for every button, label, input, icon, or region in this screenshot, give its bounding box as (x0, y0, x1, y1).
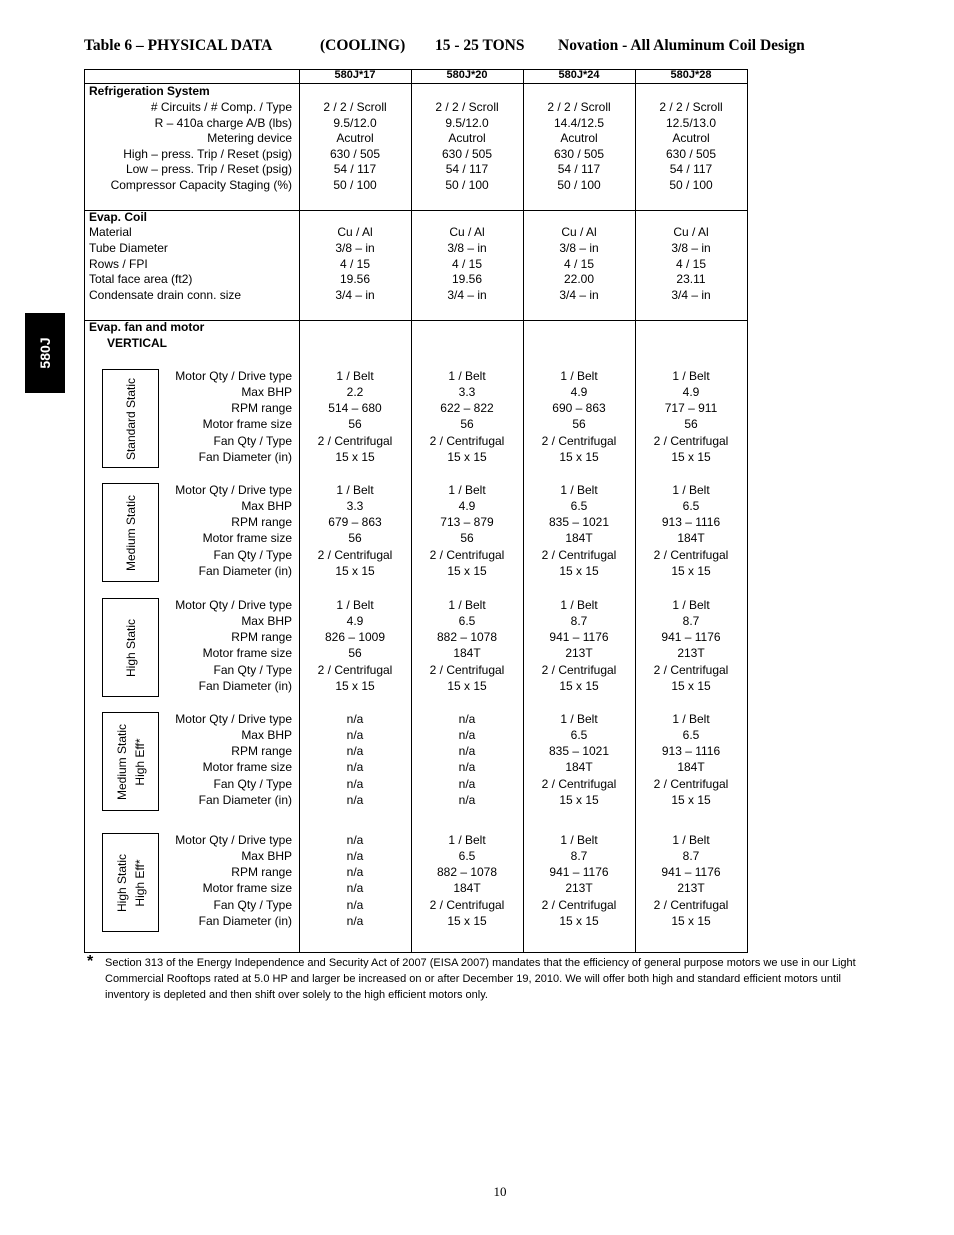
table-cell: 1 / Belt (448, 369, 486, 383)
row-label: Total face area (ft2) (89, 272, 193, 286)
row-label: Low – press. Trip / Reset (psig) (125, 162, 292, 176)
table-cell: 15 x 15 (671, 564, 711, 578)
table-cell: 3/4 – in (335, 288, 375, 302)
row-label: Condensate drain conn. size (89, 288, 242, 302)
row-label: Motor Qty / Drive type (175, 598, 292, 612)
footnote-marker: * (87, 953, 94, 970)
table-cell: 184T (453, 881, 481, 895)
table-cell: 4.9 (682, 385, 700, 399)
table-cell: 941 – 1176 (549, 865, 609, 879)
row-label: RPM range (231, 630, 292, 644)
row-label: Fan Diameter (in) (198, 793, 292, 807)
table-cell: 2 / 2 / Scroll (435, 100, 499, 114)
table-cell: Cu / Al (673, 225, 709, 239)
table-cell: 1 / Belt (560, 369, 598, 383)
row-label: Motor Qty / Drive type (175, 483, 292, 497)
table-cell: 184T (453, 646, 481, 660)
table-cell: 15 x 15 (447, 450, 487, 464)
table-title-design: Novation - All Aluminum Coil Design (558, 37, 805, 54)
table-cell: 1 / Belt (560, 712, 598, 726)
table-cell: 14.4/12.5 (553, 116, 605, 130)
table-cell: 1 / Belt (672, 833, 710, 847)
fan-group-side-line: Standard Static (123, 377, 138, 460)
table-cell: 15 x 15 (559, 679, 599, 693)
table-cell: n/a (346, 777, 364, 791)
table-cell: 514 – 680 (328, 401, 382, 415)
table-cell: n/a (346, 760, 364, 774)
row-label: Max BHP (241, 385, 292, 399)
row-label: Max BHP (241, 728, 292, 742)
table-cell: 3/8 – in (447, 241, 487, 255)
table-title-name: Table 6 – PHYSICAL DATA (84, 37, 273, 54)
table-cell: 50 / 100 (557, 178, 601, 192)
table-cell: 941 – 1176 (661, 630, 721, 644)
table-cell: 50 / 100 (669, 178, 713, 192)
table-cell: 1 / Belt (672, 369, 710, 383)
table-cell: 713 – 879 (440, 515, 494, 529)
table-cell: 2 / Centrifugal (317, 663, 393, 677)
table-cell: Acutrol (336, 131, 374, 145)
table-cell: Acutrol (672, 131, 710, 145)
page-number: 10 (493, 1184, 507, 1199)
table-cell: 213T (565, 881, 593, 895)
table-cell: 4 / 15 (339, 257, 371, 271)
row-label: Material (89, 225, 132, 239)
fan-group-side-label (102, 369, 159, 468)
table-cell: 1 / Belt (448, 598, 486, 612)
row-label: Motor frame size (202, 760, 292, 774)
section-subheading-vertical: VERTICAL (107, 336, 167, 350)
table-cell: 3/4 – in (447, 288, 487, 302)
table-cell: 1 / Belt (336, 598, 374, 612)
table-cell: 3/8 – in (335, 241, 375, 255)
fan-group-side-label (102, 712, 159, 811)
table-cell: 1 / Belt (336, 483, 374, 497)
table-cell: 2 / Centrifugal (429, 548, 505, 562)
table-cell: 9.5/12.0 (445, 116, 489, 130)
model-side-tab-label: 580J (37, 337, 53, 369)
row-label: Rows / FPI (89, 257, 148, 271)
table-cell: 630 / 505 (441, 147, 493, 161)
section-heading-evap-coil: Evap. Coil (89, 210, 148, 224)
table-cell: 6.5 (570, 728, 588, 742)
fan-group-side-text (113, 853, 149, 911)
table-cell: 1 / Belt (448, 833, 486, 847)
table-cell: 1 / Belt (560, 833, 598, 847)
row-label: High – press. Trip / Reset (psig) (123, 147, 292, 161)
table-cell: 54 / 117 (557, 162, 601, 176)
table-cell: 54 / 117 (445, 162, 489, 176)
table-cell: 3/8 – in (559, 241, 599, 255)
row-label: Motor frame size (202, 646, 292, 660)
table-cell: 15 x 15 (671, 914, 711, 928)
table-cell: 15 x 15 (559, 914, 599, 928)
row-label: RPM range (231, 515, 292, 529)
table-cell: 213T (677, 646, 705, 660)
fan-group-side-text (113, 723, 149, 799)
fan-group-side-line: High Static (114, 853, 129, 912)
table-cell: n/a (458, 712, 476, 726)
table-cell: 882 – 1078 (436, 865, 498, 879)
table-cell: 4.9 (346, 614, 364, 628)
table-cell: 15 x 15 (447, 564, 487, 578)
table-cell: 1 / Belt (672, 483, 710, 497)
fan-group-side-label (102, 483, 159, 582)
table-cell: 1 / Belt (560, 598, 598, 612)
table-cell: n/a (346, 865, 364, 879)
table-cell: 15 x 15 (335, 679, 375, 693)
fan-group-side-text (122, 494, 140, 570)
row-label: Motor Qty / Drive type (175, 369, 292, 383)
table-cell: n/a (346, 793, 364, 807)
table-cell: Acutrol (448, 131, 486, 145)
table-cell: 6.5 (682, 499, 700, 513)
table-cell: 2 / Centrifugal (653, 898, 729, 912)
table-cell: 941 – 1176 (549, 630, 609, 644)
table-cell: n/a (458, 744, 476, 758)
table-cell: 941 – 1176 (661, 865, 721, 879)
row-label: Fan Diameter (in) (198, 450, 292, 464)
table-cell: 2 / Centrifugal (429, 898, 505, 912)
table-cell: 4 / 15 (563, 257, 595, 271)
table-cell: n/a (346, 833, 364, 847)
fan-group-side-line: High Eff* (132, 858, 147, 907)
table-cell: 19.56 (339, 272, 371, 286)
row-label: Motor frame size (202, 531, 292, 545)
table-cell: 9.5/12.0 (333, 116, 377, 130)
table-cell: 2 / Centrifugal (429, 434, 505, 448)
fan-group-side-line: Medium Static (114, 723, 129, 800)
table-cell: 2 / Centrifugal (653, 777, 729, 791)
table-cell: n/a (346, 914, 364, 928)
table-cell: 50 / 100 (333, 178, 377, 192)
table-cell: 1 / Belt (560, 483, 598, 497)
fan-group-side-line: High Eff* (132, 737, 147, 786)
table-cell: 56 (348, 531, 362, 545)
row-label: Motor Qty / Drive type (175, 833, 292, 847)
table-cell: 690 – 863 (552, 401, 606, 415)
table-cell: 56 (572, 417, 586, 431)
table-cell: 622 – 822 (440, 401, 494, 415)
table-cell: 1 / Belt (336, 369, 374, 383)
table-cell: 2 / 2 / Scroll (323, 100, 387, 114)
table-cell: 835 – 1021 (548, 515, 610, 529)
table-cell: 8.7 (682, 614, 700, 628)
table-cell: 630 / 505 (329, 147, 381, 161)
table-cell: Cu / Al (561, 225, 597, 239)
table-cell: 213T (565, 646, 593, 660)
table-cell: 679 – 863 (328, 515, 382, 529)
table-cell: n/a (346, 728, 364, 742)
table-cell: 2 / Centrifugal (317, 434, 393, 448)
row-label: Fan Qty / Type (213, 548, 292, 562)
table-cell: 826 – 1009 (324, 630, 386, 644)
table-cell: 184T (677, 760, 705, 774)
table-cell: 1 / Belt (448, 483, 486, 497)
row-label: R – 410a charge A/B (lbs) (154, 116, 292, 130)
table-cell: n/a (346, 712, 364, 726)
section-heading-refrigeration: Refrigeration System (89, 84, 210, 98)
fan-group-side-text (122, 618, 140, 676)
table-cell: 8.7 (570, 614, 588, 628)
table-cell: 2 / 2 / Scroll (659, 100, 723, 114)
table-cell: 54 / 117 (333, 162, 377, 176)
table-cell: n/a (458, 793, 476, 807)
row-label: Motor frame size (202, 417, 292, 431)
table-cell: 56 (460, 531, 474, 545)
column-header-580j28: 580J*28 (670, 69, 712, 81)
row-label: Tube Diameter (89, 241, 168, 255)
fan-group-side-line: Medium Static (123, 494, 138, 571)
table-cell: 15 x 15 (335, 450, 375, 464)
table-cell: 19.56 (451, 272, 483, 286)
table-cell: 4 / 15 (451, 257, 483, 271)
table-cell: 913 – 1116 (661, 515, 721, 529)
table-cell: 2.2 (346, 385, 364, 399)
table-cell: n/a (346, 744, 364, 758)
fan-group-side-text (122, 377, 140, 459)
table-cell: 1 / Belt (672, 712, 710, 726)
table-cell: 882 – 1078 (436, 630, 498, 644)
table-cell: 184T (565, 760, 593, 774)
table-cell: 3.3 (346, 499, 364, 513)
column-header-580j24: 580J*24 (558, 69, 600, 81)
row-label: Fan Diameter (in) (198, 564, 292, 578)
table-cell: 2 / 2 / Scroll (547, 100, 611, 114)
table-cell: 15 x 15 (671, 793, 711, 807)
row-label: Fan Diameter (in) (198, 679, 292, 693)
row-label: Metering device (207, 131, 292, 145)
row-label: Motor frame size (202, 881, 292, 895)
table-cell: 56 (460, 417, 474, 431)
table-cell: 4.9 (458, 499, 476, 513)
table-cell: 15 x 15 (671, 679, 711, 693)
table-cell: 2 / Centrifugal (317, 548, 393, 562)
table-cell: 23.11 (676, 272, 706, 286)
table-cell: 835 – 1021 (548, 744, 610, 758)
table-cell: 2 / Centrifugal (541, 434, 617, 448)
table-cell: 56 (684, 417, 698, 431)
row-label: # Circuits / # Comp. / Type (150, 100, 292, 114)
row-label: Fan Diameter (in) (198, 914, 292, 928)
row-label: Fan Qty / Type (213, 663, 292, 677)
table-title-mode: (COOLING) (320, 37, 406, 54)
table-cell: n/a (346, 881, 364, 895)
table-cell: 6.5 (458, 849, 476, 863)
table-cell: n/a (458, 777, 476, 791)
table-cell: n/a (458, 728, 476, 742)
table-cell: 1 / Belt (672, 598, 710, 612)
table-cell: 4.9 (570, 385, 588, 399)
row-label: Fan Qty / Type (213, 898, 292, 912)
column-header-580j20: 580J*20 (446, 69, 488, 81)
table-cell: 56 (348, 417, 362, 431)
table-cell: 8.7 (570, 849, 588, 863)
table-cell: Cu / Al (449, 225, 485, 239)
row-label: Max BHP (241, 499, 292, 513)
table-cell: 4 / 15 (675, 257, 707, 271)
table-cell: 2 / Centrifugal (429, 663, 505, 677)
table-cell: Acutrol (560, 131, 598, 145)
table-cell: 2 / Centrifugal (541, 548, 617, 562)
table-cell: 2 / Centrifugal (541, 663, 617, 677)
row-label: Max BHP (241, 849, 292, 863)
column-header-580j17: 580J*17 (334, 69, 376, 81)
table-cell: 8.7 (682, 849, 700, 863)
row-label: Motor Qty / Drive type (175, 712, 292, 726)
row-label: Compressor Capacity Staging (%) (110, 178, 292, 192)
row-label: Fan Qty / Type (213, 434, 292, 448)
table-cell: 3/4 – in (559, 288, 599, 302)
footnote-text: Section 313 of the Energy Independence and Security Act of 2007 (EISA 2007) mandates that the efficiency of general purpose motors we use in our Light Commercial Rooftops rated at 5.0 HP and larger be increased on or after December 19, 2010. We will offer both high and standard efficient motors until inventory is depleted and then shift over solely to the high efficient motors only. (105, 957, 856, 1001)
table-cell: 630 / 505 (665, 147, 717, 161)
row-label: RPM range (231, 865, 292, 879)
table-cell: Cu / Al (337, 225, 373, 239)
table-cell: 6.5 (570, 499, 588, 513)
model-side-tab (25, 313, 65, 393)
table-cell: 3.3 (458, 385, 476, 399)
table-cell: n/a (346, 898, 364, 912)
fan-group-side-label (102, 598, 159, 697)
table-cell: 15 x 15 (335, 564, 375, 578)
section-divider (84, 210, 748, 211)
table-cell: 6.5 (682, 728, 700, 742)
table-cell: 12.5/13.0 (665, 116, 717, 130)
table-title-range: 15 - 25 TONS (435, 37, 525, 54)
table-cell: n/a (346, 849, 364, 863)
table-cell: 15 x 15 (559, 793, 599, 807)
table-cell: 913 – 1116 (661, 744, 721, 758)
table-cell: 22.00 (563, 272, 595, 286)
table-cell: 3/4 – in (671, 288, 711, 302)
table-cell: 15 x 15 (559, 564, 599, 578)
table-cell: 2 / Centrifugal (653, 548, 729, 562)
table-cell: 213T (677, 881, 705, 895)
table-cell: 717 – 911 (664, 401, 718, 415)
table-cell: 2 / Centrifugal (653, 434, 729, 448)
table-cell: 15 x 15 (447, 914, 487, 928)
table-cell: 184T (565, 531, 593, 545)
table-cell: 56 (348, 646, 362, 660)
table-cell: 15 x 15 (447, 679, 487, 693)
section-heading-evap-fan: Evap. fan and motor (89, 320, 205, 334)
table-cell: 6.5 (458, 614, 476, 628)
table-cell: 15 x 15 (671, 450, 711, 464)
table-cell: 15 x 15 (559, 450, 599, 464)
table-cell: 50 / 100 (445, 178, 489, 192)
row-label: Fan Qty / Type (213, 777, 292, 791)
table-cell: 2 / Centrifugal (653, 663, 729, 677)
table-cell: n/a (458, 760, 476, 774)
row-label: RPM range (231, 401, 292, 415)
table-cell: 184T (677, 531, 705, 545)
table-cell: 3/8 – in (671, 241, 711, 255)
fan-group-side-label (102, 833, 159, 932)
table-cell: 2 / Centrifugal (541, 898, 617, 912)
fan-group-side-line: High Static (123, 618, 138, 677)
row-label: Max BHP (241, 614, 292, 628)
table-cell: 2 / Centrifugal (541, 777, 617, 791)
table-cell: 54 / 117 (669, 162, 713, 176)
table-cell: 630 / 505 (553, 147, 605, 161)
row-label: RPM range (231, 744, 292, 758)
